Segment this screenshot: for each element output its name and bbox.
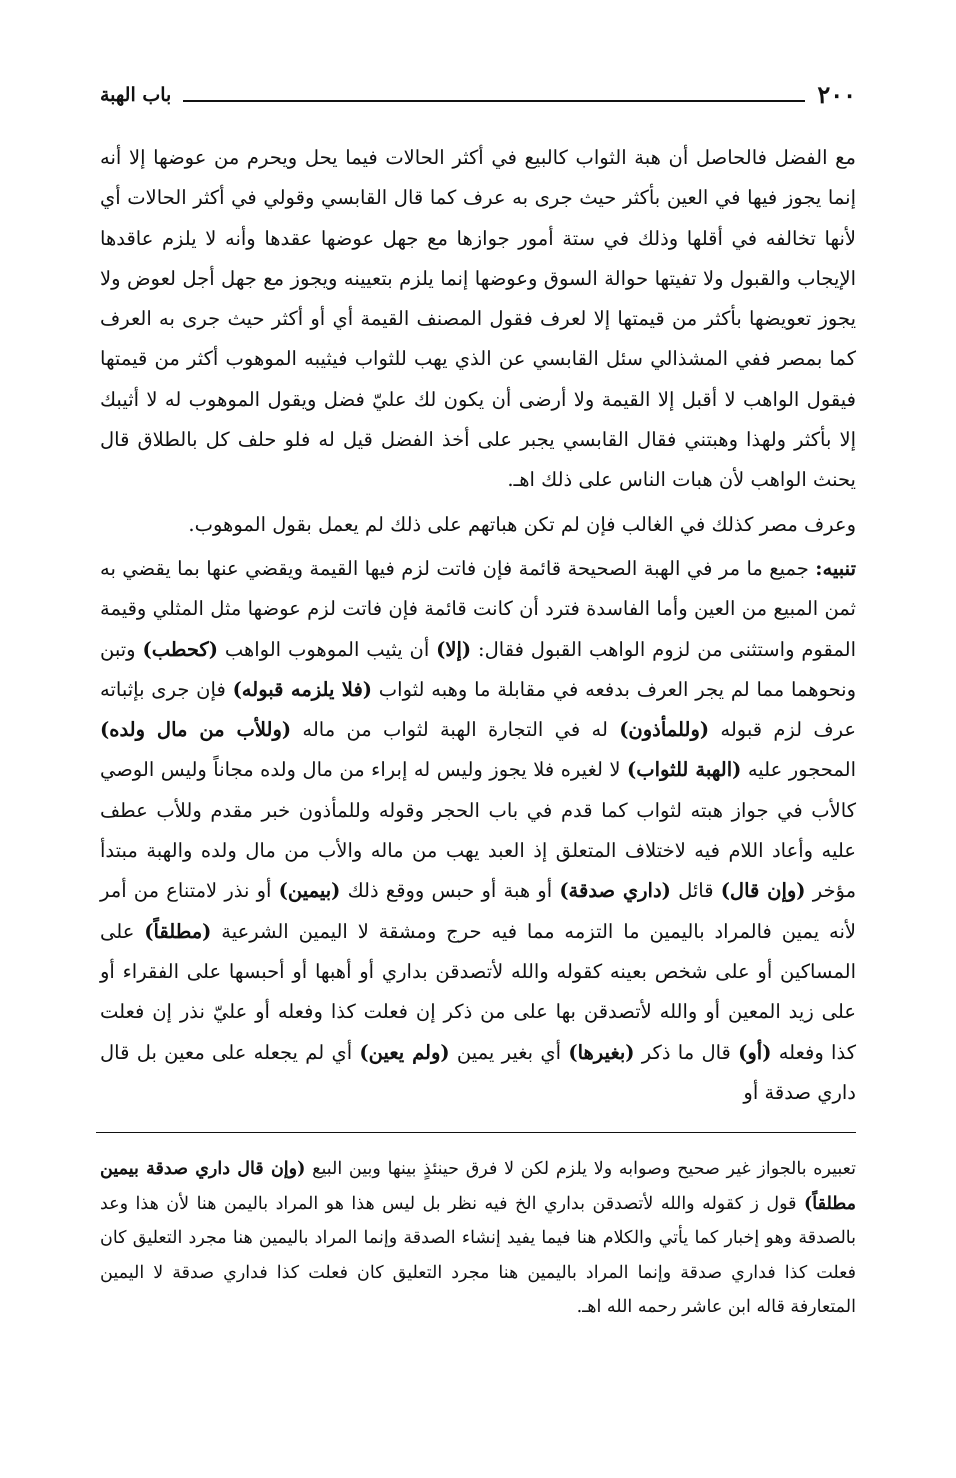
matn-quote: (وإن قال داري صدقة بيمين مطلقاً) bbox=[100, 1159, 856, 1214]
matn-quote: (أو) bbox=[738, 1040, 772, 1064]
matn-quote: (وللمأذون) bbox=[619, 718, 710, 742]
matn-quote: (بيمين) bbox=[278, 879, 341, 903]
text-span: قال ما ذكر bbox=[634, 1040, 739, 1064]
chapter-title: باب الهبة bbox=[100, 84, 172, 106]
text-span: قول ز كقوله والله لأتصدقن بداري الخ فيه نظر بل ليس هذا هو المراد باليمن هنا لأن هذا وعد بالصدقة وهو إخبار كما يأتي والكلام هنا فيما يفيد إنشاء الصدقة وإنما المراد باليمين هنا مجرد التعليق كان فعلت كذا فداري صدقة وإنما المراد باليمين هنا مجرد التعليق كان فعلت كذا فداري صدقة لا اليمين المتعارفة قاله ابن عاشر رحمه الله اهـ. bbox=[100, 1193, 856, 1317]
matn-quote: (فلا يلزمه قبوله) bbox=[232, 677, 372, 701]
matn-quote: (وللأب من مال ولده) bbox=[100, 718, 292, 742]
matn-quote: (كحطب) bbox=[142, 637, 218, 661]
text-span: أو نذر لامتناع من أمر لأنه يمين فالمراد باليمين ما التزمه مما فيه حرج ومشقة لا اليمين الشرعية bbox=[100, 879, 856, 943]
footnote-paragraph bbox=[100, 1152, 856, 1325]
text-span: جميع ما مر في الهبة الصحيحة قائمة فإن فاتت لزم فيها القيمة ويقضي عنها بما يقضي به ثمن المبيع من العين وأما الفاسدة فترد أن كانت قائمة فإن فاتت لزم عوضها مثل المثلي وقيمة المقوم واستثنى من لزوم الواهب القبول فقال: bbox=[100, 556, 857, 661]
text-span: على المساكين أو على شخص بعينه كقوله والله لأتصدقن بداري أو أهبها أو أحبسها على الفقراء أو على زيد المعين أو والله لأتصدقن بها على من ذكر إن فعلت كذا وفعله أو عليّ نذر إن فعلت كذا وفعله bbox=[100, 919, 856, 1064]
footnote-separator bbox=[96, 1132, 856, 1133]
paragraph: وعرف مصر كذلك في الغالب فإن لم تكن هباتهم على ذلك لم يعمل بقول الموهوب. bbox=[188, 512, 856, 536]
matn-quote: (إلا) bbox=[436, 637, 472, 661]
text-span: أي لم يجعله على معين بل قال داري صدقة أو bbox=[100, 1040, 856, 1104]
text-span: لا لغيره فلا يجوز وليس له إبراء من مال ولده مجاناً وليس الوصي كالأب في جواز هبته لثواب كما قدم في باب الحجر وقوله وللمأذون خبر مقدم وللأب عطف عليه وأعاد اللام فيه لاختلاف المتعلق إذ العبد يهب من ماله والأب من مال ولده والهبة مبتدأ مؤخر bbox=[100, 758, 857, 903]
paragraph: مع الفضل فالحاصل أن هبة الثواب كالبيع في أكثر الحالات فيما يحل ويحرم من عوضها إلا أنه إنما يجوز فيها في العين بأكثر حيث جرى به عرف كما قال القابسي وقولي في أكثر الحالات أي لأنها تخالفه في أقلها وذلك في ستة أمور جوازها مع جهل عوضها عقدها وأنه لا يلزم عاقدها الإيجاب والقبول ولا تفيتها حوالة السوق وعوضها إنما يلزم بتعيينه ويجوز مع جهل أجل لعوض ولا يجوز تعويضها بأكثر من قيمتها إلا لعرف فقول المصنف القيمة أي أو أكثر حيث جرى به العرف كما بمصر ففي المشذالي سئل القابسي عن الذي يهب للثواب فيثيبه الموهوب أكثر من قيمتها فيقول الواهب لا أقبل إلا القيمة ولا أرضى أن يكون لك عليّ فضل ويقول الموهوب له لا أثيبك إلا بأكثر ولهذا وهبتني فقال القابسي يجبر على أخذ الفضل قيل له فلو حلف كل بالطلاق قال يحنث الواهب لأن هبات الناس على ذلك اهـ. bbox=[100, 146, 856, 492]
matn-quote: (الهبة للثواب) bbox=[627, 758, 742, 782]
text-span: أي بغير يمين bbox=[449, 1040, 569, 1064]
running-header bbox=[100, 76, 856, 110]
matn-quote: (ولم يعين) bbox=[359, 1040, 450, 1064]
text-span: وتبن ونحوهما مما لم يجر العرف بدفعه في مقابلة ما وهبه لثواب bbox=[100, 637, 857, 701]
text-span: أن يثيب الموهوب الواهب bbox=[217, 637, 437, 661]
text-span: فإن جرى بإثباته عرف لزم قبوله bbox=[100, 677, 857, 742]
text-span: قائل bbox=[670, 879, 721, 903]
text-span: له في التجارة الهبة لثواب من ماله bbox=[291, 718, 620, 742]
main-text bbox=[100, 138, 856, 1113]
text-span: تعبيره بالجواز غير صحيح وصوابه ولا يلزم لكن لا فرق حينئذٍ بينها وبين البيع bbox=[305, 1159, 856, 1179]
footnote bbox=[100, 1152, 856, 1325]
matn-quote: (بغيرها) bbox=[568, 1040, 635, 1064]
matn-quote: (وإن قال) bbox=[720, 879, 806, 903]
page-number: ٢٠٠ bbox=[817, 80, 856, 109]
text-span: المحجور عليه bbox=[741, 758, 857, 782]
matn-quote: (مطلقاً) bbox=[144, 919, 212, 943]
header-rule bbox=[183, 100, 805, 102]
note-label: تنبيه: bbox=[815, 556, 856, 580]
text-span: أو هبة أو حبس ووقع ذلك bbox=[340, 879, 560, 903]
paragraph-tanbih bbox=[100, 549, 856, 1113]
matn-quote: (داري صدقة) bbox=[559, 879, 671, 903]
